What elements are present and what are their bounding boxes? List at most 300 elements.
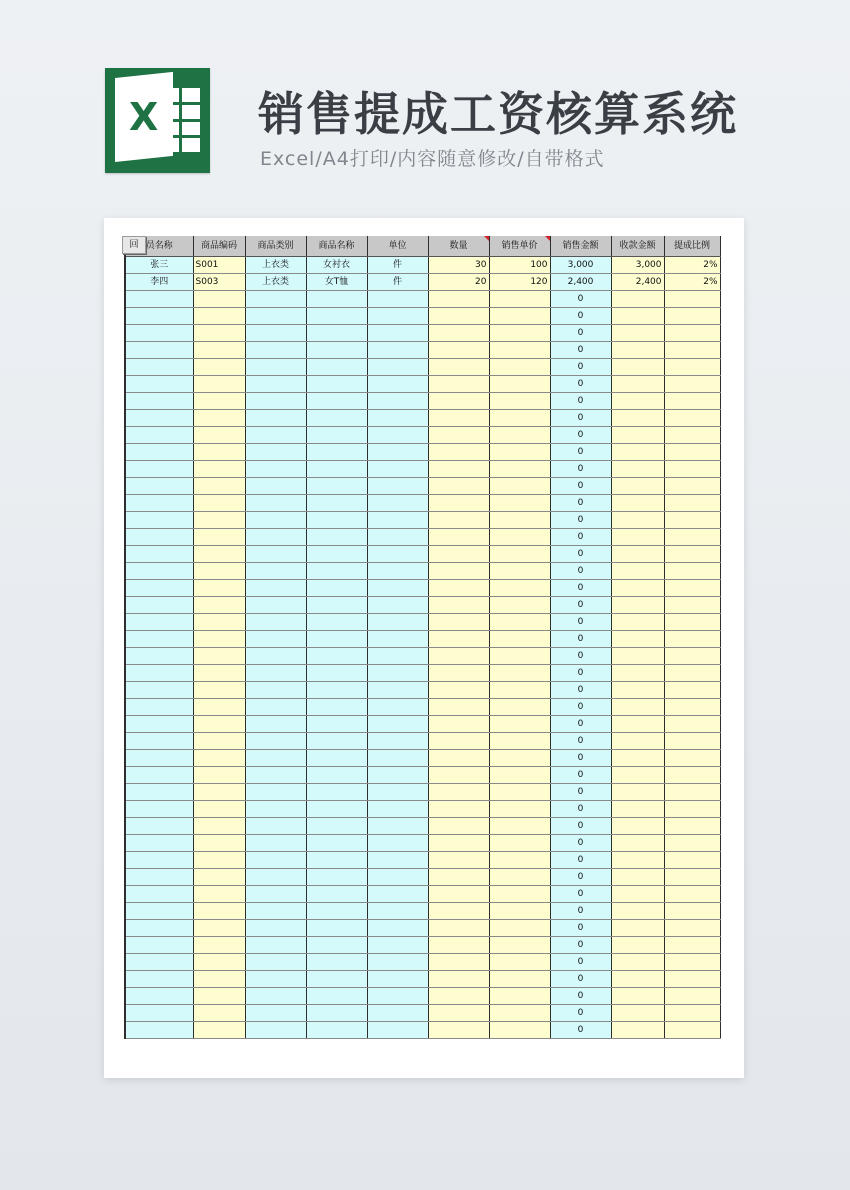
table-cell[interactable] (193, 954, 245, 971)
table-cell[interactable] (245, 478, 306, 495)
table-cell[interactable] (611, 818, 664, 835)
table-cell[interactable] (306, 461, 367, 478)
table-cell[interactable]: 20 (428, 274, 489, 291)
table-cell[interactable] (611, 444, 664, 461)
table-cell[interactable] (664, 852, 720, 869)
table-cell[interactable] (245, 920, 306, 937)
table-cell[interactable] (125, 818, 193, 835)
table-cell[interactable] (306, 801, 367, 818)
table-cell[interactable] (245, 886, 306, 903)
table-cell[interactable] (306, 699, 367, 716)
table-cell[interactable] (428, 971, 489, 988)
table-cell[interactable] (367, 393, 428, 410)
table-cell[interactable] (428, 1022, 489, 1039)
table-cell[interactable] (664, 580, 720, 597)
table-cell[interactable] (611, 665, 664, 682)
table-cell[interactable] (245, 1005, 306, 1022)
table-cell[interactable] (306, 937, 367, 954)
table-cell[interactable] (664, 444, 720, 461)
table-cell[interactable] (611, 376, 664, 393)
table-cell[interactable] (428, 512, 489, 529)
table-cell[interactable] (306, 852, 367, 869)
table-cell[interactable]: 0 (550, 767, 611, 784)
table-cell[interactable] (193, 648, 245, 665)
table-cell[interactable] (489, 784, 550, 801)
table-cell[interactable] (306, 971, 367, 988)
table-cell[interactable] (489, 580, 550, 597)
table-cell[interactable] (489, 920, 550, 937)
table-cell[interactable] (664, 631, 720, 648)
column-header[interactable]: 商品类别 (245, 236, 306, 257)
table-cell[interactable] (489, 495, 550, 512)
table-cell[interactable] (428, 784, 489, 801)
table-cell[interactable] (489, 801, 550, 818)
table-cell[interactable] (611, 563, 664, 580)
table-cell[interactable] (193, 495, 245, 512)
table-cell[interactable] (193, 461, 245, 478)
table-cell[interactable] (245, 971, 306, 988)
table-cell[interactable] (306, 903, 367, 920)
table-cell[interactable] (193, 563, 245, 580)
table-cell[interactable] (428, 495, 489, 512)
table-cell[interactable] (489, 869, 550, 886)
table-cell[interactable] (193, 546, 245, 563)
table-cell[interactable] (306, 682, 367, 699)
column-header[interactable]: 员名称 (125, 236, 193, 257)
table-cell[interactable] (428, 291, 489, 308)
table-cell[interactable] (193, 903, 245, 920)
table-cell[interactable] (245, 869, 306, 886)
table-cell[interactable]: 0 (550, 427, 611, 444)
table-cell[interactable] (489, 1022, 550, 1039)
table-cell[interactable] (611, 461, 664, 478)
table-cell[interactable] (306, 784, 367, 801)
table-cell[interactable] (664, 291, 720, 308)
table-cell[interactable] (193, 682, 245, 699)
table-cell[interactable] (306, 308, 367, 325)
table-cell[interactable] (125, 750, 193, 767)
table-cell[interactable]: 0 (550, 801, 611, 818)
table-cell[interactable] (125, 937, 193, 954)
table-cell[interactable] (428, 699, 489, 716)
table-cell[interactable] (611, 852, 664, 869)
table-cell[interactable] (428, 444, 489, 461)
table-cell[interactable] (428, 342, 489, 359)
table-cell[interactable] (428, 665, 489, 682)
table-cell[interactable] (125, 767, 193, 784)
table-cell[interactable] (245, 937, 306, 954)
table-cell[interactable] (664, 563, 720, 580)
table-cell[interactable] (428, 563, 489, 580)
table-cell[interactable] (125, 546, 193, 563)
table-cell[interactable] (611, 750, 664, 767)
table-cell[interactable] (125, 444, 193, 461)
table-cell[interactable] (489, 597, 550, 614)
table-cell[interactable] (245, 665, 306, 682)
table-cell[interactable] (611, 835, 664, 852)
table-cell[interactable] (367, 512, 428, 529)
table-cell[interactable]: 2,400 (550, 274, 611, 291)
table-cell[interactable] (245, 801, 306, 818)
table-cell[interactable] (125, 427, 193, 444)
table-cell[interactable] (306, 376, 367, 393)
table-cell[interactable] (125, 529, 193, 546)
table-cell[interactable] (367, 291, 428, 308)
table-cell[interactable] (489, 903, 550, 920)
table-cell[interactable] (489, 444, 550, 461)
table-cell[interactable] (125, 478, 193, 495)
table-cell[interactable] (489, 427, 550, 444)
table-cell[interactable] (306, 733, 367, 750)
table-cell[interactable] (428, 852, 489, 869)
table-cell[interactable] (193, 920, 245, 937)
table-cell[interactable] (193, 529, 245, 546)
table-cell[interactable] (611, 393, 664, 410)
table-cell[interactable] (125, 597, 193, 614)
table-cell[interactable] (125, 410, 193, 427)
table-cell[interactable] (611, 648, 664, 665)
table-cell[interactable]: 3,000 (611, 257, 664, 274)
table-cell[interactable] (125, 733, 193, 750)
table-cell[interactable] (489, 614, 550, 631)
table-cell[interactable]: 0 (550, 750, 611, 767)
table-cell[interactable] (306, 478, 367, 495)
table-cell[interactable] (367, 580, 428, 597)
table-cell[interactable] (193, 359, 245, 376)
table-cell[interactable] (428, 546, 489, 563)
table-cell[interactable] (367, 818, 428, 835)
table-cell[interactable] (664, 495, 720, 512)
table-cell[interactable]: 0 (550, 852, 611, 869)
table-cell[interactable] (125, 291, 193, 308)
table-cell[interactable] (125, 393, 193, 410)
table-cell[interactable] (489, 512, 550, 529)
table-cell[interactable] (489, 852, 550, 869)
table-cell[interactable] (367, 852, 428, 869)
table-cell[interactable]: 0 (550, 903, 611, 920)
table-cell[interactable] (367, 699, 428, 716)
table-cell[interactable] (367, 733, 428, 750)
table-cell[interactable] (367, 869, 428, 886)
table-cell[interactable] (193, 342, 245, 359)
table-cell[interactable] (193, 767, 245, 784)
table-cell[interactable]: 0 (550, 580, 611, 597)
table-cell[interactable] (428, 886, 489, 903)
table-cell[interactable] (193, 597, 245, 614)
table-cell[interactable] (367, 750, 428, 767)
table-cell[interactable] (489, 886, 550, 903)
table-cell[interactable] (193, 733, 245, 750)
table-cell[interactable] (367, 376, 428, 393)
table-cell[interactable] (664, 1022, 720, 1039)
table-cell[interactable] (245, 988, 306, 1005)
table-cell[interactable] (245, 648, 306, 665)
table-cell[interactable] (489, 359, 550, 376)
table-cell[interactable] (664, 716, 720, 733)
table-cell[interactable] (306, 886, 367, 903)
table-cell[interactable] (306, 495, 367, 512)
table-cell[interactable] (245, 461, 306, 478)
table-cell[interactable]: 0 (550, 308, 611, 325)
table-cell[interactable] (193, 376, 245, 393)
table-cell[interactable] (611, 716, 664, 733)
table-cell[interactable]: 0 (550, 376, 611, 393)
table-cell[interactable] (125, 852, 193, 869)
table-cell[interactable]: 件 (367, 257, 428, 274)
table-cell[interactable] (489, 461, 550, 478)
table-cell[interactable] (193, 291, 245, 308)
table-cell[interactable] (367, 342, 428, 359)
table-cell[interactable] (245, 580, 306, 597)
table-cell[interactable] (611, 291, 664, 308)
table-cell[interactable] (428, 393, 489, 410)
table-cell[interactable] (306, 563, 367, 580)
table-cell[interactable] (125, 665, 193, 682)
table-cell[interactable] (193, 988, 245, 1005)
back-button[interactable]: 回 (122, 236, 146, 254)
table-cell[interactable] (611, 308, 664, 325)
table-cell[interactable]: 0 (550, 937, 611, 954)
table-cell[interactable] (664, 461, 720, 478)
table-cell[interactable] (193, 835, 245, 852)
table-cell[interactable]: 0 (550, 444, 611, 461)
table-cell[interactable] (664, 325, 720, 342)
table-cell[interactable] (125, 801, 193, 818)
table-cell[interactable] (245, 563, 306, 580)
table-cell[interactable] (664, 665, 720, 682)
table-cell[interactable]: 2% (664, 257, 720, 274)
table-cell[interactable]: 0 (550, 954, 611, 971)
table-cell[interactable] (245, 1022, 306, 1039)
table-cell[interactable]: 2,400 (611, 274, 664, 291)
table-cell[interactable] (489, 546, 550, 563)
table-cell[interactable] (125, 869, 193, 886)
column-header[interactable]: 销售金额 (550, 236, 611, 257)
table-cell[interactable] (428, 733, 489, 750)
table-cell[interactable] (306, 529, 367, 546)
table-cell[interactable] (367, 954, 428, 971)
table-cell[interactable] (245, 342, 306, 359)
table-cell[interactable]: 0 (550, 325, 611, 342)
table-cell[interactable] (245, 359, 306, 376)
table-cell[interactable] (611, 784, 664, 801)
table-cell[interactable] (428, 818, 489, 835)
table-cell[interactable]: 0 (550, 478, 611, 495)
table-cell[interactable] (611, 631, 664, 648)
table-cell[interactable] (245, 784, 306, 801)
table-cell[interactable] (306, 393, 367, 410)
table-cell[interactable] (489, 835, 550, 852)
table-cell[interactable] (428, 903, 489, 920)
table-cell[interactable] (428, 937, 489, 954)
table-cell[interactable]: 0 (550, 359, 611, 376)
table-cell[interactable] (367, 563, 428, 580)
table-cell[interactable] (489, 478, 550, 495)
table-cell[interactable]: 3,000 (550, 257, 611, 274)
table-cell[interactable] (245, 410, 306, 427)
table-cell[interactable] (193, 427, 245, 444)
table-cell[interactable] (489, 767, 550, 784)
table-cell[interactable]: 0 (550, 733, 611, 750)
table-cell[interactable]: 0 (550, 716, 611, 733)
table-cell[interactable] (306, 580, 367, 597)
table-cell[interactable] (489, 682, 550, 699)
table-cell[interactable] (306, 954, 367, 971)
table-cell[interactable] (489, 308, 550, 325)
table-cell[interactable] (428, 410, 489, 427)
table-cell[interactable] (193, 444, 245, 461)
table-cell[interactable] (125, 631, 193, 648)
table-cell[interactable] (193, 325, 245, 342)
table-cell[interactable] (664, 767, 720, 784)
table-cell[interactable] (245, 529, 306, 546)
table-cell[interactable] (489, 342, 550, 359)
table-cell[interactable] (489, 648, 550, 665)
table-cell[interactable] (611, 903, 664, 920)
table-cell[interactable] (367, 359, 428, 376)
table-cell[interactable] (428, 359, 489, 376)
table-cell[interactable]: 0 (550, 1005, 611, 1022)
table-cell[interactable] (367, 478, 428, 495)
table-cell[interactable] (245, 818, 306, 835)
table-cell[interactable] (125, 325, 193, 342)
table-cell[interactable] (306, 1022, 367, 1039)
table-cell[interactable] (367, 767, 428, 784)
table-cell[interactable] (367, 784, 428, 801)
table-cell[interactable] (367, 1022, 428, 1039)
table-cell[interactable]: 0 (550, 648, 611, 665)
table-cell[interactable] (245, 308, 306, 325)
table-cell[interactable] (125, 920, 193, 937)
table-cell[interactable] (306, 359, 367, 376)
table-cell[interactable] (125, 648, 193, 665)
table-cell[interactable] (664, 682, 720, 699)
table-cell[interactable] (193, 580, 245, 597)
table-cell[interactable] (664, 937, 720, 954)
table-cell[interactable] (193, 308, 245, 325)
table-cell[interactable] (611, 410, 664, 427)
table-cell[interactable] (367, 886, 428, 903)
table-cell[interactable] (664, 546, 720, 563)
table-cell[interactable]: 0 (550, 1022, 611, 1039)
table-cell[interactable] (664, 648, 720, 665)
table-cell[interactable]: 0 (550, 393, 611, 410)
table-cell[interactable] (125, 359, 193, 376)
table-cell[interactable] (125, 682, 193, 699)
table-cell[interactable] (367, 988, 428, 1005)
table-cell[interactable] (611, 342, 664, 359)
table-cell[interactable]: 0 (550, 342, 611, 359)
table-cell[interactable] (306, 988, 367, 1005)
table-cell[interactable] (489, 376, 550, 393)
table-cell[interactable] (367, 597, 428, 614)
table-cell[interactable] (367, 971, 428, 988)
table-cell[interactable] (306, 342, 367, 359)
table-cell[interactable] (489, 988, 550, 1005)
table-cell[interactable] (367, 1005, 428, 1022)
table-cell[interactable]: 女衬衣 (306, 257, 367, 274)
table-cell[interactable] (193, 1005, 245, 1022)
column-header[interactable]: 提成比例 (664, 236, 720, 257)
table-cell[interactable] (489, 665, 550, 682)
table-cell[interactable] (428, 478, 489, 495)
table-cell[interactable] (611, 427, 664, 444)
table-cell[interactable] (367, 716, 428, 733)
table-cell[interactable] (489, 563, 550, 580)
column-header[interactable]: 收款金额 (611, 236, 664, 257)
table-cell[interactable] (367, 546, 428, 563)
table-cell[interactable] (306, 869, 367, 886)
table-cell[interactable] (193, 631, 245, 648)
table-cell[interactable] (125, 512, 193, 529)
table-cell[interactable] (125, 495, 193, 512)
table-cell[interactable] (428, 682, 489, 699)
table-cell[interactable]: 0 (550, 597, 611, 614)
table-cell[interactable]: 张三 (125, 257, 193, 274)
table-cell[interactable] (125, 342, 193, 359)
table-cell[interactable] (428, 648, 489, 665)
table-cell[interactable] (245, 750, 306, 767)
table-cell[interactable]: 0 (550, 461, 611, 478)
table-cell[interactable] (664, 784, 720, 801)
table-cell[interactable] (664, 359, 720, 376)
table-cell[interactable] (611, 478, 664, 495)
table-cell[interactable] (306, 665, 367, 682)
table-cell[interactable] (306, 614, 367, 631)
table-cell[interactable]: 0 (550, 886, 611, 903)
table-cell[interactable]: 0 (550, 512, 611, 529)
table-cell[interactable] (125, 988, 193, 1005)
table-cell[interactable] (306, 767, 367, 784)
table-cell[interactable] (125, 376, 193, 393)
table-cell[interactable] (245, 512, 306, 529)
table-cell[interactable] (611, 682, 664, 699)
table-cell[interactable] (306, 631, 367, 648)
table-cell[interactable] (306, 835, 367, 852)
table-cell[interactable] (664, 427, 720, 444)
table-cell[interactable] (428, 920, 489, 937)
table-cell[interactable] (193, 614, 245, 631)
table-cell[interactable] (611, 512, 664, 529)
table-cell[interactable] (193, 937, 245, 954)
table-cell[interactable] (367, 529, 428, 546)
table-cell[interactable] (611, 546, 664, 563)
table-cell[interactable] (611, 597, 664, 614)
table-cell[interactable] (428, 750, 489, 767)
table-cell[interactable] (428, 614, 489, 631)
table-cell[interactable] (367, 308, 428, 325)
table-cell[interactable] (489, 954, 550, 971)
table-cell[interactable] (193, 1022, 245, 1039)
table-cell[interactable]: 2% (664, 274, 720, 291)
table-cell[interactable] (664, 903, 720, 920)
table-cell[interactable] (245, 427, 306, 444)
table-cell[interactable] (489, 410, 550, 427)
table-cell[interactable] (245, 835, 306, 852)
table-cell[interactable] (664, 869, 720, 886)
table-cell[interactable] (193, 716, 245, 733)
table-cell[interactable] (664, 1005, 720, 1022)
table-cell[interactable] (245, 954, 306, 971)
table-cell[interactable]: 李四 (125, 274, 193, 291)
table-cell[interactable]: S003 (193, 274, 245, 291)
table-cell[interactable] (193, 801, 245, 818)
table-cell[interactable]: 0 (550, 291, 611, 308)
table-cell[interactable] (125, 835, 193, 852)
table-cell[interactable] (245, 546, 306, 563)
table-cell[interactable] (245, 903, 306, 920)
table-cell[interactable] (489, 937, 550, 954)
